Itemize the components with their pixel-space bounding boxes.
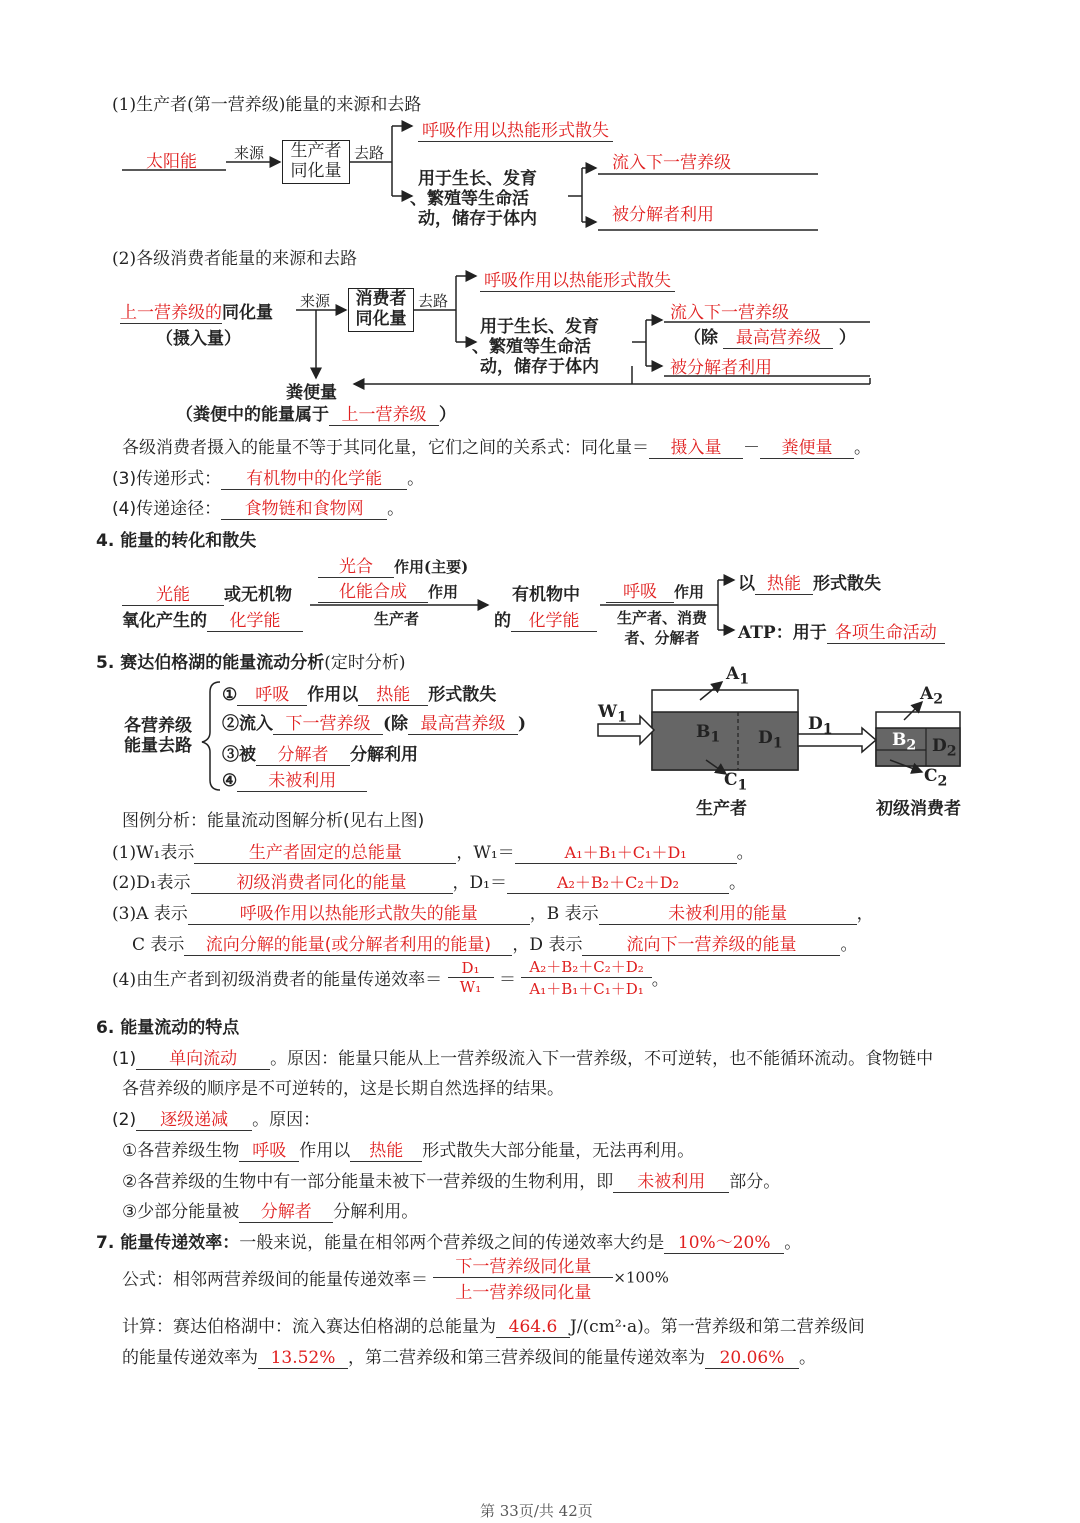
- sec7-text: 一般来说，能量在相邻两个营养级之间的传递效率大约是: [239, 1233, 665, 1253]
- q2-answer2: A₂＋B₂＋C₂＋D₂: [507, 873, 729, 894]
- d1-inner-sub: 1: [772, 735, 783, 752]
- p1-answer: 单向流动: [136, 1049, 270, 1070]
- q3c-row: [132, 930, 857, 956]
- photo-row: [318, 556, 468, 578]
- b1-sub: 1: [710, 729, 721, 746]
- q4-row: [112, 956, 669, 999]
- sec2-growth-line3: 动，储存于体内: [480, 357, 599, 377]
- p1-pre: (1): [112, 1049, 137, 1069]
- except-pre: （除: [684, 328, 718, 348]
- atp-answer: 各项生命活动: [827, 623, 945, 644]
- sec5-route2: [222, 709, 526, 735]
- q4-num2: A₂＋B₂＋C₂＋D₂: [521, 956, 651, 978]
- sec7-title: 7. 能量传递效率：: [96, 1233, 240, 1253]
- chemo-post: 作用: [428, 583, 459, 601]
- q3-comma: ，: [856, 904, 874, 924]
- relation-answer1: 摄入量: [649, 438, 743, 459]
- sec1-growth-line1: 用于生长、发育: [418, 169, 537, 189]
- heat-answer: 热能: [755, 574, 813, 595]
- q3c-pre: C 表示: [132, 935, 185, 955]
- atp-row: [738, 618, 945, 644]
- q3c-answer: 流向分解的能量(或分解者利用的能量): [184, 935, 512, 956]
- sec1-respiration-answer: 呼吸作用以热能形式散失: [418, 116, 613, 142]
- formula-pre: 公式：相邻两营养级间的能量传递效率＝: [122, 1270, 428, 1290]
- sec6-p2: [112, 1105, 320, 1131]
- who-label: 生产者、消费者、分解者: [616, 609, 707, 647]
- chemo-answer: 化能合成: [318, 582, 428, 603]
- sec7-calc-line2: [122, 1343, 816, 1369]
- atp-pre: ATP：用于: [738, 623, 827, 643]
- feces-answer: 上一营养级: [329, 405, 439, 426]
- d1-arrow-label: [808, 714, 833, 737]
- sec2-source-text: 同化量: [222, 303, 273, 323]
- sec2-source-answer: 上一营养级的: [120, 303, 222, 323]
- sec4-title: 4. 能量的转化和散失: [96, 531, 257, 551]
- d1-inner-main: D: [758, 728, 773, 748]
- d2-label: [932, 736, 957, 759]
- p2-post: 。原因：: [252, 1110, 321, 1130]
- sec5-label1: 各营养级: [124, 716, 192, 736]
- q4-eq: ＝: [498, 970, 516, 990]
- q1-answer2: A₁＋B₁＋C₁＋D₁: [515, 843, 737, 864]
- c1-answer1: 呼吸: [239, 1141, 299, 1162]
- sec1-source-label: 来源: [234, 144, 265, 162]
- r2-answer2: 最高营养级: [408, 714, 518, 735]
- d1-arrow-main: D: [808, 714, 823, 734]
- sec4-light: [122, 580, 292, 606]
- except-answer: 最高营养级: [723, 323, 833, 349]
- oxid-pre: 氧化产生的: [122, 611, 207, 631]
- d1-inner-label: [758, 728, 783, 751]
- r1-answer2: 热能: [358, 685, 428, 706]
- form-end: 。: [407, 469, 425, 489]
- formula-post: ×100%: [613, 1268, 669, 1287]
- relation-minus: －: [743, 438, 760, 458]
- c2-sub: 2: [937, 773, 948, 790]
- c3-post: 分解利用。: [333, 1202, 419, 1222]
- relation-pre: 各级消费者摄入的能量不等于其同化量，它们之间的关系式：同化量＝: [122, 438, 649, 458]
- organic-line1: 有机物中: [512, 585, 580, 605]
- q4-fraction2: [521, 956, 651, 999]
- w1-sub: 1: [617, 709, 627, 726]
- consumer-assimilation-box: [348, 288, 414, 332]
- sec5-title-text: 5. 赛达伯格湖的能量流动分析: [96, 653, 325, 673]
- sec7-intro: [96, 1228, 801, 1254]
- b2-sub: 2: [906, 737, 917, 754]
- form-answer: 有机物中的化学能: [221, 469, 407, 490]
- b2-main: B: [892, 730, 907, 750]
- page-footer: 第 33页/共 42页: [480, 1502, 593, 1520]
- sec2-source-label: 来源: [300, 292, 331, 310]
- r1-mid: 作用以: [307, 685, 359, 705]
- or-inorganic: 或无机物: [224, 585, 292, 605]
- c1-pre: ①各营养级生物: [122, 1141, 240, 1161]
- b2-label: [892, 730, 916, 753]
- sec2-dest-label: 去路: [418, 292, 449, 310]
- sec6-title: 6. 能量流动的特点: [96, 1018, 240, 1038]
- sec7-formula: [122, 1252, 669, 1303]
- q4-den2: A₁＋B₁＋C₁＋D₁: [529, 980, 644, 998]
- route-end: 。: [387, 499, 405, 519]
- r2-mid: (除: [383, 714, 409, 734]
- sec1-next-level-answer: 流入下一营养级: [612, 153, 731, 173]
- q2-row: [112, 868, 746, 894]
- r1-pre: ①: [222, 685, 238, 705]
- sec2-intake: （摄入量）: [156, 329, 241, 349]
- w1-label: [598, 702, 627, 725]
- q3-pre: (3)A 表示: [112, 904, 188, 924]
- resp-answer: 呼吸: [606, 582, 674, 603]
- legend-text: 图例分析：能量流动图解分析(见右上图): [122, 811, 425, 831]
- c3-pre: ③少部分能量被: [122, 1202, 240, 1222]
- sec6-p1: [112, 1044, 933, 1070]
- r3-pre: ③被: [222, 745, 256, 765]
- calc-answer1: 464.6: [496, 1317, 570, 1338]
- c1-main: C: [724, 770, 738, 790]
- sec2-growth-line1: 用于生长、发育: [480, 317, 599, 337]
- calc-unit: J/(cm²·a)。第一营养级和第二营养级间: [570, 1317, 865, 1337]
- q3-answer2: 未被利用的能量: [599, 904, 857, 925]
- r4-answer: 未被利用: [237, 771, 367, 792]
- d2-sub: 2: [946, 743, 957, 760]
- q1-answer: 生产者固定的总能量: [194, 843, 456, 864]
- a1-main: A: [726, 664, 740, 684]
- box-line1: 生产者: [290, 141, 342, 161]
- a2-label: [920, 684, 943, 707]
- sec1-title: (1)生产者(第一营养级)能量的来源和去路: [112, 95, 422, 115]
- sec2-next-level-answer: 流入下一营养级: [670, 303, 789, 323]
- a1-sub: 1: [739, 671, 750, 688]
- c1-mid: 作用以: [299, 1141, 351, 1161]
- q1-mid: ，W₁＝: [456, 843, 515, 863]
- heat-row: [738, 569, 881, 595]
- calc-mid: ，第二营养级和第三营养级间的能量传递效率为: [348, 1348, 705, 1368]
- c1-answer2: 热能: [350, 1141, 422, 1162]
- q4-pre: (4)由生产者到初级消费者的能量传递效率＝: [112, 970, 443, 990]
- c2-main: C: [924, 766, 938, 786]
- resp-post: 作用: [674, 583, 705, 601]
- calc2-pre: 的能量传递效率为: [122, 1348, 258, 1368]
- sec1-decomposer-answer: 被分解者利用: [612, 205, 714, 225]
- b1-main: B: [696, 722, 711, 742]
- q4-end: 。: [651, 970, 669, 990]
- photo-answer: 光合: [318, 557, 394, 578]
- q3c-answer2: 流向下一营养级的能量: [582, 935, 840, 956]
- q4-den1: W₁: [459, 978, 482, 996]
- relation-answer2: 粪便量: [760, 438, 854, 459]
- sec1-growth-line2: 、繁殖等生命活: [410, 189, 529, 209]
- sec6-p1-line2: 各营养级的顺序是不可逆转的，这是长期自然选择的结果。: [122, 1079, 564, 1099]
- q3c-end: 。: [840, 935, 858, 955]
- c2-pre: ②各营养级的生物中有一部分能量未被下一营养级的生物利用，即: [122, 1172, 614, 1192]
- c2-label: [924, 766, 947, 789]
- r4-pre: ④: [222, 771, 238, 791]
- r3-post: 分解利用: [350, 745, 418, 765]
- c1-post: 形式散失大部分能量，无法再利用。: [422, 1141, 695, 1161]
- q1-row: [112, 838, 754, 864]
- transfer-form: [112, 464, 424, 490]
- sec1-growth-line3: 动，储存于体内: [418, 209, 537, 229]
- sec2-decomposer-answer: 被分解者利用: [670, 358, 772, 378]
- d1-arrow-sub: 1: [822, 721, 833, 738]
- feces-note-post: ）: [439, 405, 456, 425]
- q2-answer: 初级消费者同化的能量: [191, 873, 453, 894]
- sec2-respiration-answer: 呼吸作用以热能形式散失: [480, 266, 675, 292]
- q2-mid: ，D₁＝: [452, 873, 507, 893]
- sec5-route1: [222, 680, 496, 706]
- heat-pre: 以: [738, 574, 755, 594]
- box-line1: 消费者: [355, 289, 407, 309]
- sec5-route4: [222, 771, 367, 792]
- transfer-route: [112, 494, 404, 520]
- sec2-title: (2)各级消费者能量的来源和去路: [112, 249, 358, 269]
- sec7-end: 。: [784, 1233, 802, 1253]
- producer-label: 生产者: [374, 610, 420, 628]
- q1-end: 。: [736, 843, 754, 863]
- c2-answer: 未被利用: [613, 1172, 729, 1193]
- calc-answer2: 13.52%: [258, 1348, 348, 1369]
- feces-label: 粪便量: [286, 383, 337, 403]
- formula-fraction: [433, 1252, 613, 1303]
- r2-answer1: 下一营养级: [273, 714, 383, 735]
- p1-post: 。原因：能量只能从上一营养级流入下一营养级，不可逆转，也不能循环流动。食物链中: [270, 1049, 934, 1069]
- organic-line2: [494, 606, 597, 632]
- d2-main: D: [932, 736, 947, 756]
- heat-post: 形式散失: [813, 574, 881, 594]
- sec5-route3: [222, 740, 418, 766]
- calc-end: 。: [799, 1348, 816, 1368]
- sec6-c3: [122, 1197, 418, 1223]
- sec6-c1: [122, 1136, 694, 1162]
- c1-sub: 1: [737, 777, 748, 794]
- sec2-except: [684, 323, 856, 349]
- c1-label: [724, 770, 747, 793]
- chem-answer: 化学能: [207, 611, 303, 632]
- q1-pre: (1)W₁表示: [112, 843, 195, 863]
- q3-answer: 呼吸作用以热能形式散失的能量: [188, 904, 530, 925]
- except-post: ）: [838, 328, 856, 348]
- sec5-label2: 能量去路: [124, 736, 192, 756]
- sec5-title: [96, 648, 405, 673]
- sec7-calc: [122, 1312, 865, 1338]
- sec1-dest-label: 去路: [354, 144, 385, 162]
- r2-pre: ②流入: [222, 714, 273, 734]
- sec4-oxid: [122, 606, 303, 632]
- calc-pre: 计算：赛达伯格湖中：流入赛达伯格湖的总能量为: [122, 1317, 496, 1337]
- box-line2: 同化量: [290, 161, 342, 181]
- chemo-row: [318, 581, 458, 603]
- relation-end: 。: [854, 438, 871, 458]
- organic-chem-answer: 化学能: [511, 611, 597, 632]
- consumer-caption: 初级消费者: [876, 799, 961, 819]
- sec5-title-note: (定时分析): [324, 653, 406, 673]
- q3-row: [112, 899, 874, 925]
- calc-answer3: 20.06%: [705, 1348, 799, 1369]
- r2-post: ): [518, 714, 527, 734]
- a1-label: [726, 664, 749, 687]
- sec2-relation: [122, 433, 871, 459]
- light-answer: 光能: [122, 585, 224, 606]
- q4-fraction1: [448, 959, 494, 996]
- producer-assimilation-box: [282, 140, 350, 184]
- box-line2: 同化量: [355, 309, 407, 329]
- c2-post: 部分。: [729, 1172, 781, 1192]
- a2-sub: 2: [933, 691, 944, 708]
- formula-num: 下一营养级同化量: [433, 1252, 613, 1278]
- r1-answer1: 呼吸: [237, 685, 307, 706]
- q4-num1: D₁: [448, 959, 494, 978]
- sec2-source: [120, 298, 273, 323]
- feces-note-pre: （粪便中的能量属于: [176, 405, 329, 425]
- q2-end: 。: [728, 873, 746, 893]
- feces-note: [176, 400, 456, 426]
- route-pre: (4)传递途径：: [112, 499, 222, 519]
- organic2-pre: 的: [494, 611, 511, 631]
- sec5-label: [124, 716, 192, 756]
- photo-post: 作用(主要): [394, 558, 469, 576]
- q2-pre: (2)D₁表示: [112, 873, 191, 893]
- form-pre: (3)传递形式：: [112, 469, 222, 489]
- sec1-source-answer: 太阳能: [146, 152, 197, 172]
- a2-main: A: [920, 684, 934, 704]
- q3-mid: ，B 表示: [529, 904, 599, 924]
- c3-answer: 分解者: [239, 1202, 333, 1223]
- formula-den: 上一营养级同化量: [455, 1283, 592, 1303]
- w1-main: W: [598, 702, 618, 722]
- route-answer: 食物链和食物网: [221, 499, 387, 520]
- q3c-mid: ，D 表示: [512, 935, 583, 955]
- r3-answer: 分解者: [256, 745, 350, 766]
- sec6-c2: [122, 1167, 780, 1193]
- b1-label: [696, 722, 720, 745]
- producer-caption: 生产者: [696, 799, 747, 819]
- p2-pre: (2): [112, 1110, 137, 1130]
- range-answer: 10%～20%: [664, 1233, 784, 1254]
- sec2-growth-line2: 、繁殖等生命活: [472, 337, 591, 357]
- p2-answer: 逐级递减: [136, 1110, 252, 1131]
- resp-row: [606, 581, 704, 603]
- r1-post: 形式散失: [428, 685, 497, 705]
